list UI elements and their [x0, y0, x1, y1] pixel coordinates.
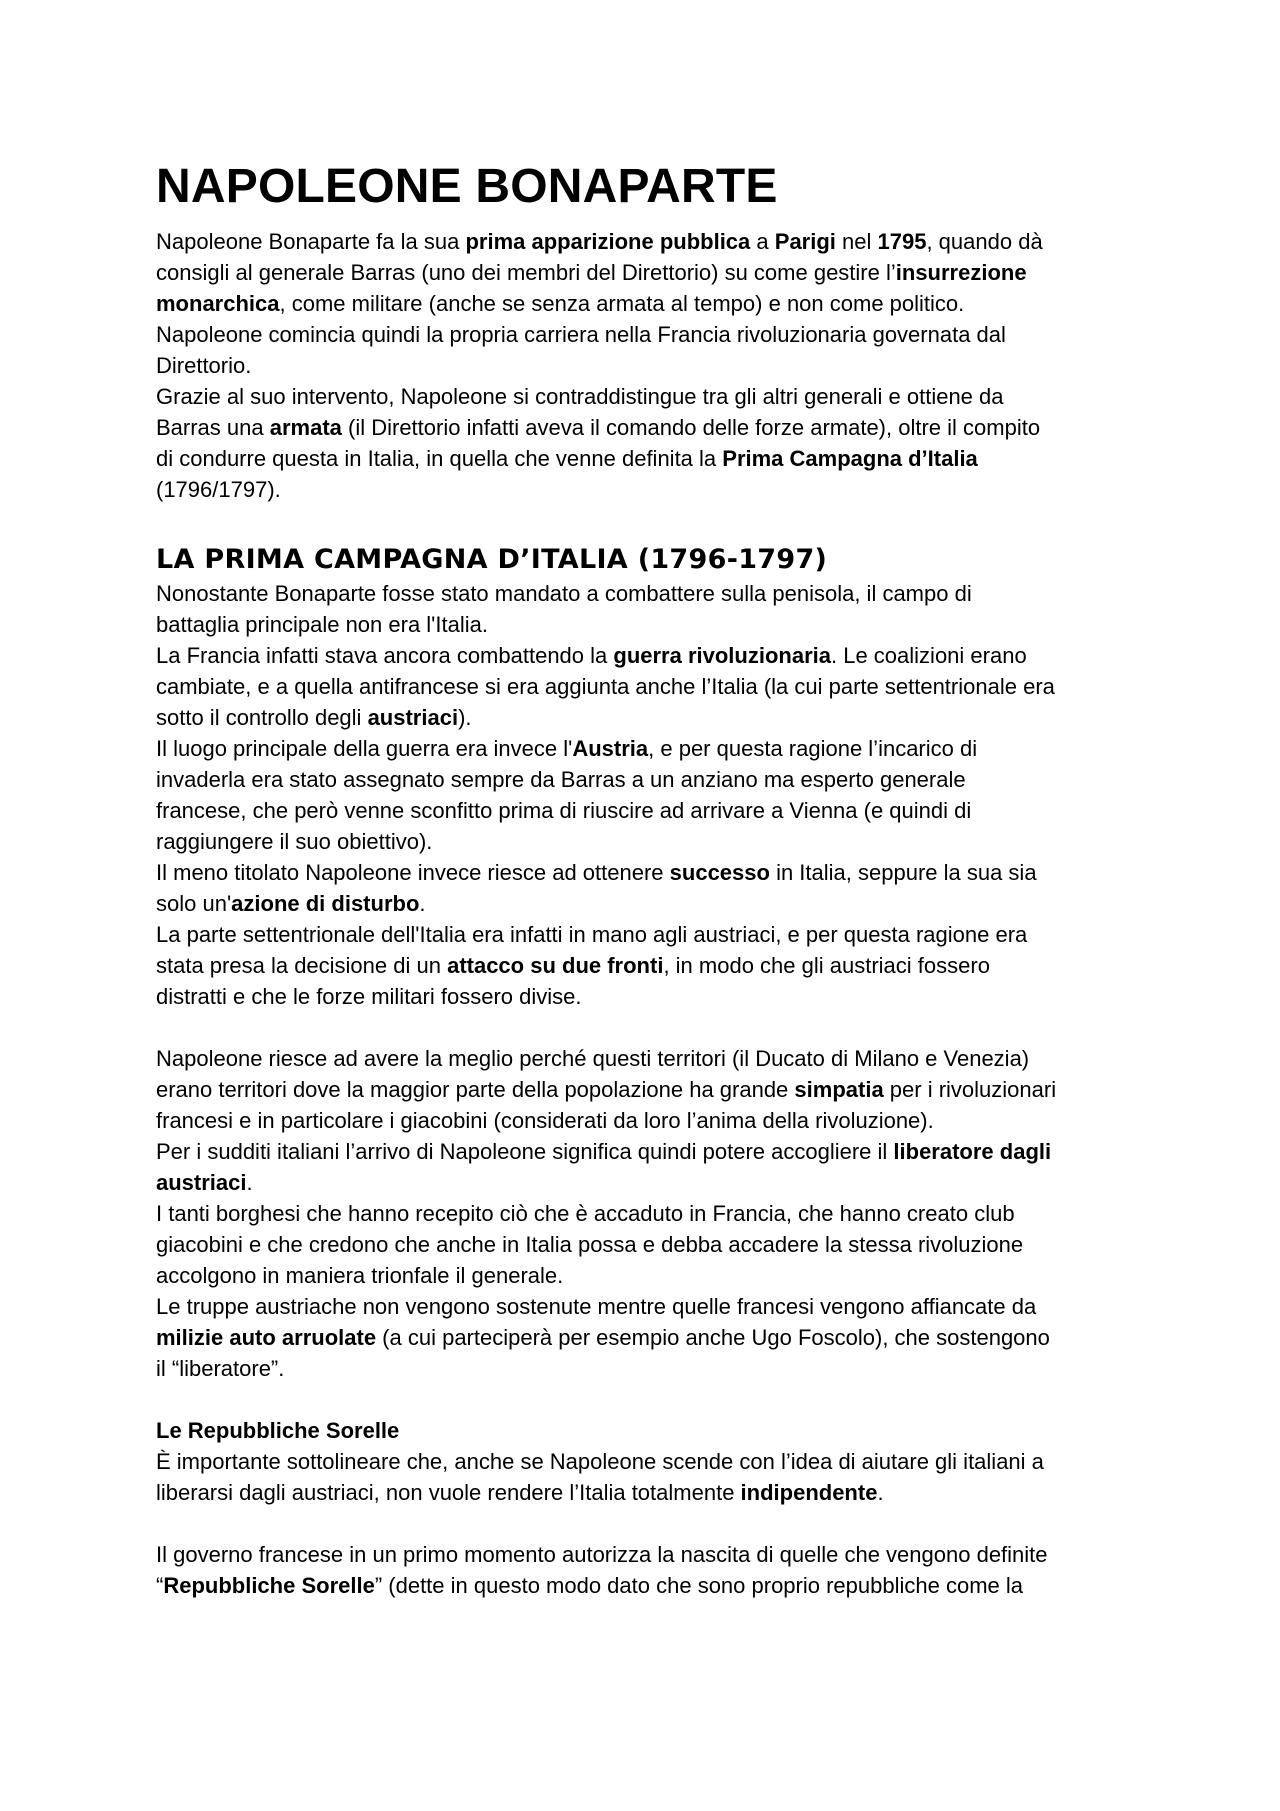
text-line	[156, 826, 1136, 857]
text-run: stata presa la decisione di un	[156, 953, 448, 978]
bold-text: prima apparizione pubblica	[465, 229, 751, 254]
section1-paragraph-b	[156, 1043, 1136, 1384]
intro-paragraph	[156, 226, 1136, 505]
subsection-heading-repubbliche-sorelle: Le Repubbliche Sorelle	[156, 1418, 400, 1443]
bold-text: insurrezione	[895, 260, 1027, 285]
text-run: Le truppe austriache non vengono sostenute mentre quelle francesi vengono affiancate da	[156, 1294, 1037, 1319]
text-run: ).	[458, 705, 472, 730]
bold-text: Repubbliche Sorelle	[163, 1573, 375, 1598]
text-line	[156, 412, 1136, 443]
text-run: , in modo che gli austriaci fossero	[663, 953, 990, 978]
bold-text: armata	[269, 415, 342, 440]
text-run: Nonostante Bonaparte fosse stato mandato a combattere sulla penisola, il campo di	[156, 581, 972, 606]
text-line	[156, 950, 1136, 981]
section-heading-prima-campagna: LA PRIMA CAMPAGNA D’ITALIA (1796-1797)	[156, 544, 828, 575]
text-line	[156, 257, 1136, 288]
text-run: francese, che però venne sconfitto prima di riuscire ad arrivare a Vienna (e quindi di	[156, 798, 972, 823]
bold-text: azione di disturbo	[231, 891, 420, 916]
bold-text: attacco su due fronti	[447, 953, 664, 978]
text-run: Il governo francese in un primo momento autorizza la nascita di quelle che vengono definite	[156, 1542, 1048, 1567]
spacer	[156, 505, 1136, 542]
text-run: accolgono in maniera trionfale il generale.	[156, 1263, 564, 1288]
text-line	[156, 1105, 1136, 1136]
text-line	[156, 919, 1136, 950]
text-line	[156, 671, 1136, 702]
text-line	[156, 226, 1136, 257]
text-line	[156, 888, 1136, 919]
bold-text: Austria	[572, 736, 649, 761]
text-run: solo un'	[156, 891, 232, 916]
text-line	[156, 1136, 1136, 1167]
text-run: (1796/1797).	[156, 477, 281, 502]
text-run: .	[246, 1170, 253, 1195]
text-run: , come militare (anche se senza armata al tempo) e non come politico.	[279, 291, 965, 316]
text-run: invaderla era stato assegnato sempre da Barras a un anziano ma esperto generale	[156, 767, 966, 792]
text-line	[156, 288, 1136, 319]
text-run: Direttorio.	[156, 353, 252, 378]
text-line	[156, 319, 1136, 350]
bold-text: Prima Campagna d’Italia	[722, 446, 978, 471]
text-run: Napoleone Bonaparte fa la sua	[156, 229, 466, 254]
text-run: in Italia, seppure la sua sia	[769, 860, 1037, 885]
text-run: liberarsi dagli austriaci, non vuole rendere l’Italia totalmente	[156, 1480, 741, 1505]
text-run: nel	[835, 229, 878, 254]
subsection-paragraph-b	[156, 1539, 1136, 1601]
text-run: .	[419, 891, 426, 916]
document-title: NAPOLEONE BONAPARTE	[156, 160, 778, 213]
bold-text: monarchica	[156, 291, 280, 316]
text-run: È importante sottolineare che, anche se Napoleone scende con l’idea di aiutare gli italiani a	[156, 1449, 1044, 1474]
text-run: Barras una	[156, 415, 270, 440]
section1-paragraph-a	[156, 578, 1136, 1012]
text-line	[156, 1353, 1136, 1384]
spacer	[156, 1508, 1136, 1539]
bold-text: indipendente	[740, 1480, 878, 1505]
text-line	[156, 350, 1136, 381]
text-run: ” (dette in questo modo dato che sono proprio repubbliche come la	[374, 1573, 1024, 1598]
text-run: distratti e che le forze militari fossero divise.	[156, 984, 582, 1009]
text-run: francesi e in particolare i giacobini (considerati da loro l’anima della rivoluzione).	[156, 1108, 934, 1133]
text-run: Grazie al suo intervento, Napoleone si contraddistingue tra gli altri generali e ottiene da	[156, 384, 1004, 409]
text-run: I tanti borghesi che hanno recepito ciò che è accaduto in Francia, che hanno creato club	[156, 1201, 1015, 1226]
text-line	[156, 474, 1136, 505]
text-line	[156, 640, 1136, 671]
text-run: giacobini e che credono che anche in Italia possa e debba accadere la stessa rivoluzione	[156, 1232, 1024, 1257]
spacer	[156, 1012, 1136, 1043]
bold-text: successo	[669, 860, 770, 885]
text-run: , quando dà	[926, 229, 1043, 254]
text-run: cambiate, e a quella antifrancese si era aggiunta anche l’Italia (la cui parte settentrionale era	[156, 674, 1055, 699]
text-run: Napoleone comincia quindi la propria carriera nella Francia rivoluzionaria governata dal	[156, 322, 1006, 347]
text-run: Il meno titolato Napoleone invece riesce ad ottenere	[156, 860, 670, 885]
bold-text: Parigi	[774, 229, 836, 254]
text-line	[156, 981, 1136, 1012]
text-line	[156, 1043, 1136, 1074]
text-run: per i rivoluzionari	[883, 1077, 1057, 1102]
text-line	[156, 857, 1136, 888]
text-line	[156, 1322, 1136, 1353]
document-page	[156, 158, 1136, 1601]
bold-text: simpatia	[794, 1077, 884, 1102]
bold-text: austriaci	[367, 705, 459, 730]
text-line	[156, 1477, 1136, 1508]
text-line	[156, 381, 1136, 412]
bold-text: guerra rivoluzionaria	[613, 643, 831, 668]
subsection-paragraph-a	[156, 1446, 1136, 1508]
text-line	[156, 1291, 1136, 1322]
bold-text: austriaci	[156, 1170, 247, 1195]
text-run: (il Direttorio infatti aveva il comando delle forze armate), oltre il compito	[341, 415, 1041, 440]
text-line	[156, 795, 1136, 826]
text-line	[156, 1198, 1136, 1229]
bold-text: milizie auto arruolate	[156, 1325, 377, 1350]
text-run: . Le coalizioni erano	[831, 643, 1027, 668]
text-line	[156, 443, 1136, 474]
text-run: erano territori dove la maggior parte della popolazione ha grande	[156, 1077, 795, 1102]
text-run: , e per questa ragione l’incarico di	[648, 736, 978, 761]
text-line	[156, 1260, 1136, 1291]
text-line	[156, 733, 1136, 764]
text-line	[156, 764, 1136, 795]
text-line	[156, 1570, 1136, 1601]
text-run: sotto il controllo degli	[156, 705, 368, 730]
text-run: (a cui parteciperà per esempio anche Ugo Foscolo), che sostengono	[376, 1325, 1050, 1350]
spacer	[156, 1384, 1136, 1415]
text-run: Il luogo principale della guerra era invece l'	[156, 736, 573, 761]
text-run: “	[156, 1573, 164, 1598]
text-run: La parte settentrionale dell'Italia era infatti in mano agli austriaci, e per questa ragione era	[156, 922, 1028, 947]
text-line	[156, 609, 1136, 640]
text-line	[156, 1074, 1136, 1105]
text-run: Napoleone riesce ad avere la meglio perché questi territori (il Ducato di Milano e Venezia)	[156, 1046, 1030, 1071]
bold-text: liberatore dagli	[893, 1139, 1052, 1164]
bold-text: 1795	[877, 229, 927, 254]
text-run: il “liberatore”.	[156, 1356, 285, 1381]
text-run: a	[750, 229, 775, 254]
text-run: consigli al generale Barras (uno dei membri del Direttorio) su come gestire l’	[156, 260, 896, 285]
text-run: Per i sudditi italiani l’arrivo di Napoleone significa quindi potere accogliere il	[156, 1139, 894, 1164]
text-run: battaglia principale non era l'Italia.	[156, 612, 488, 637]
text-run: di condurre questa in Italia, in quella che venne definita la	[156, 446, 723, 471]
text-line	[156, 1539, 1136, 1570]
text-line	[156, 1229, 1136, 1260]
text-line	[156, 1446, 1136, 1477]
text-run: La Francia infatti stava ancora combattendo la	[156, 643, 614, 668]
text-run: .	[877, 1480, 884, 1505]
text-line	[156, 702, 1136, 733]
text-line	[156, 578, 1136, 609]
text-run: raggiungere il suo obiettivo).	[156, 829, 433, 854]
text-line	[156, 1167, 1136, 1198]
